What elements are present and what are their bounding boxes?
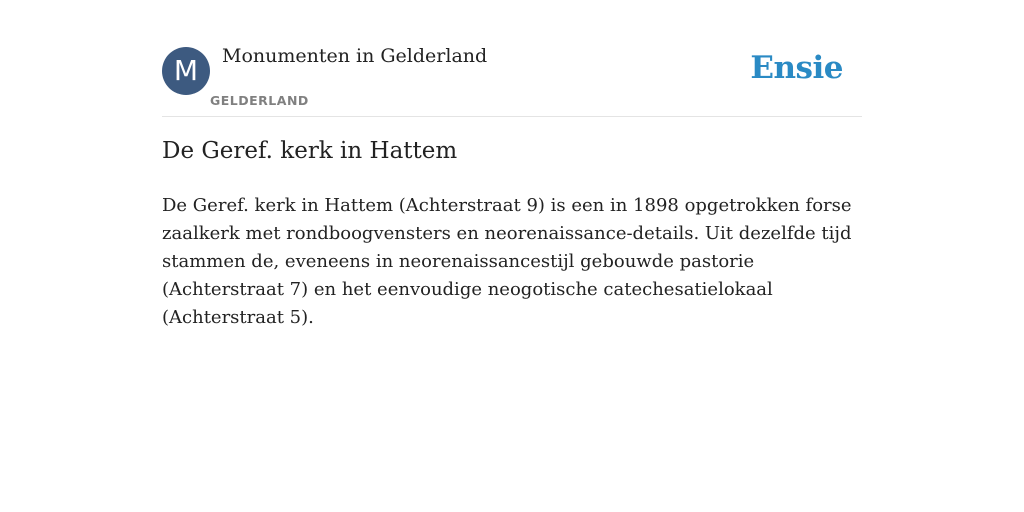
avatar[interactable]: M — [162, 47, 210, 95]
source-title-link[interactable]: Monumenten in Gelderland — [222, 45, 488, 67]
article-title: De Geref. kerk in Hattem — [162, 138, 458, 164]
article-body: De Geref. kerk in Hattem (Achterstraat 9) is een in 1898 opgetrokken forse zaalkerk met rondboogvensters en neorenaissance-details. Uit dezelfde tijd stammen de, eveneens in neorenaissancestijl gebouwde pastorie (Achterstraat 7) en het eenvoudige neogotische catechesatielokaal (Achterstraat 5). — [162, 195, 852, 328]
ensie-logo[interactable]: Ensie — [750, 50, 843, 86]
category-label[interactable]: GELDERLAND — [210, 93, 309, 108]
page-container — [162, 0, 862, 512]
header — [162, 0, 862, 117]
